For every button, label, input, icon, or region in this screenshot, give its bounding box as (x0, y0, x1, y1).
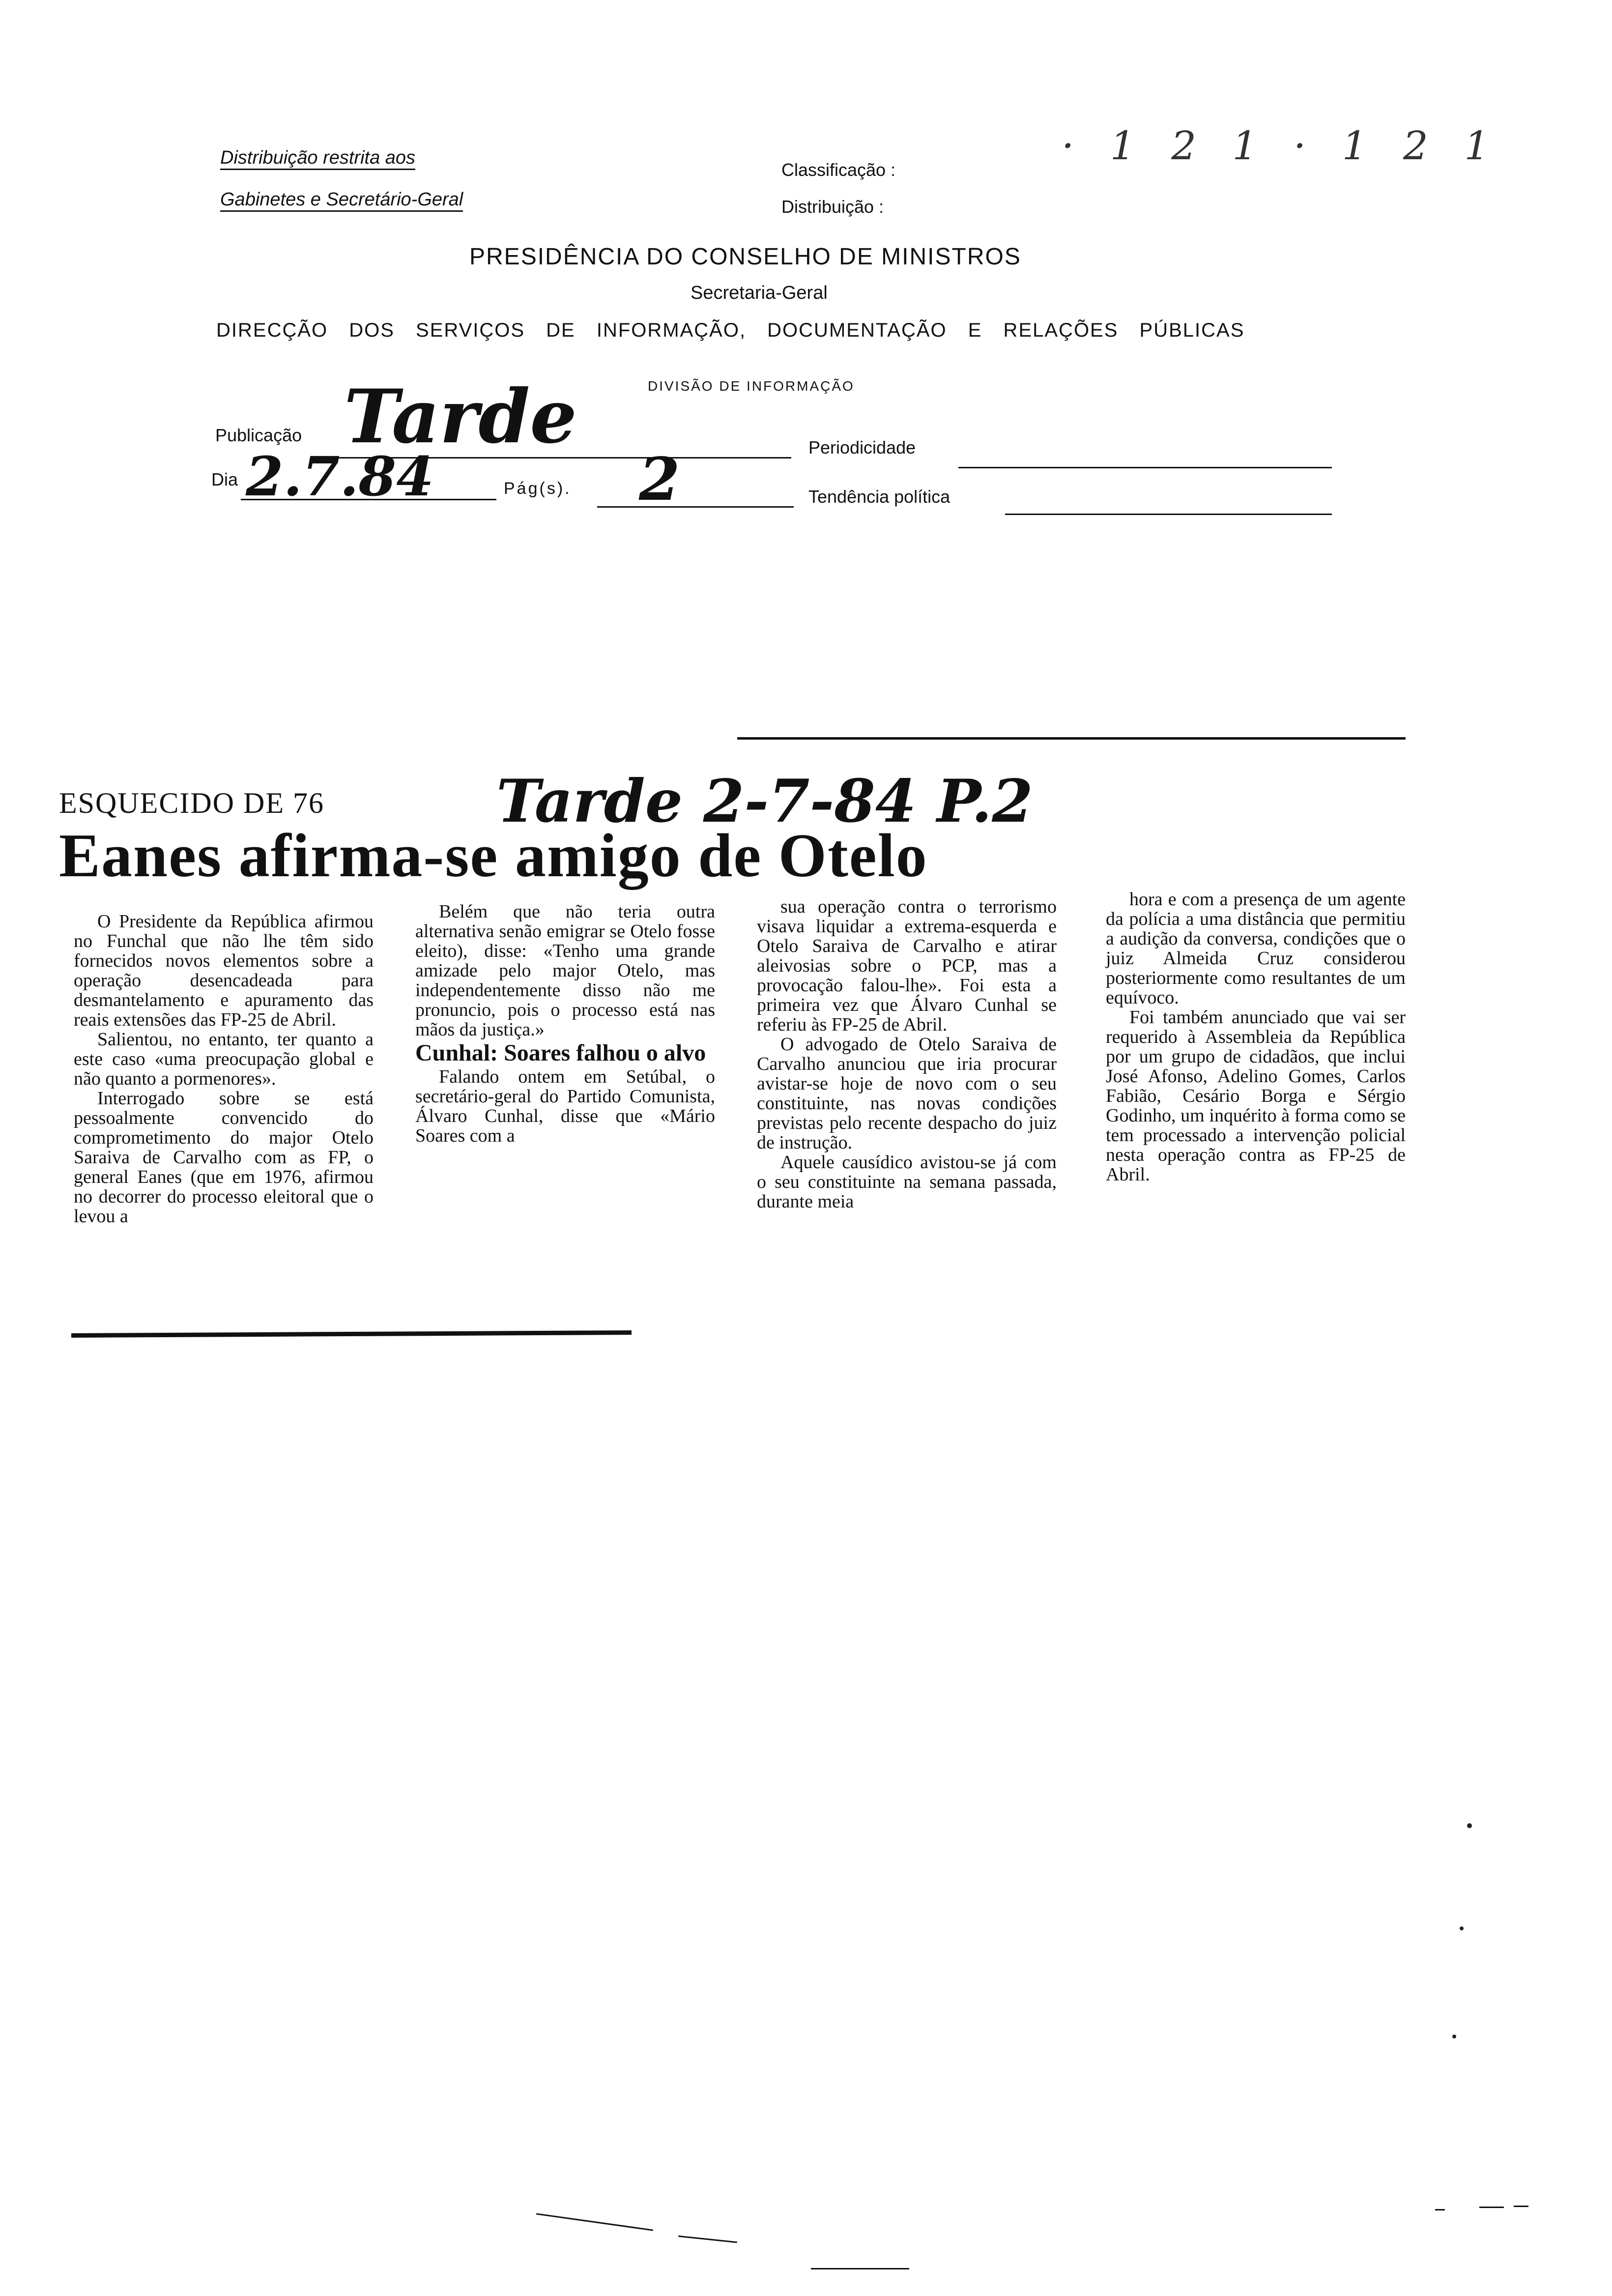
tendencia-line (1005, 514, 1332, 515)
clipping-headline: Eanes afirma-se amigo de Otelo (59, 822, 928, 890)
article-paragraph: Foi também anunciado que vai ser requerido à Assembleia da República por um grupo de cidadãos, que inclui José Afonso, Adelino Gomes, Carlos Fabião, Cesário Borga e Sérgio Godinho, um inquérito à forma como se tem processado a intervenção policial nesta operação contra as FP-25 de Abril. (1106, 1007, 1406, 1185)
scan-speck (1460, 1926, 1464, 1930)
scan-speck (1467, 1823, 1472, 1828)
dia-handwritten-value: 2.7.84 (246, 445, 434, 508)
article-column-3 (757, 897, 1057, 1211)
distribuicao-label: Distribuição : (781, 197, 884, 217)
pags-line (597, 506, 794, 508)
division: DIVISÃO DE INFORMAÇÃO (648, 378, 855, 394)
scan-speck (1452, 2035, 1456, 2038)
clipping-top-rule (737, 737, 1406, 740)
article-paragraph: hora e com a presença de um agente da polícia a uma distância que permitiu a audição da conversa, condições que o juiz Almeida Cruz considerou posteriormente como resultantes de um equívoco. (1106, 889, 1406, 1008)
scan-mark (811, 2268, 909, 2269)
article-paragraph: Salientou, no entanto, ter quanto a este caso «uma preocupação global e não quanto a pormenores». (74, 1029, 374, 1089)
scan-mark (1514, 2206, 1528, 2207)
clipping-kicker: ESQUECIDO DE 76 (59, 787, 324, 819)
article-subhead: Cunhal: Soares falhou o alvo (415, 1040, 706, 1066)
periodicidade-label: Periodicidade (808, 437, 916, 458)
directorate: DIRECÇÃO DOS SERVIÇOS DE INFORMAÇÃO, DOCUMENTAÇÃO E RELAÇÕES PÚBLICAS (216, 319, 1245, 341)
org-title: PRESIDÊNCIA DO CONSELHO DE MINISTROS (469, 244, 1021, 270)
dia-label: Dia (211, 469, 238, 489)
archive-stamp-number: · 1 2 1 · 1 2 1 (1062, 123, 1501, 169)
tendencia-label: Tendência política (808, 487, 950, 507)
article-paragraph: Falando ontem em Setúbal, o secretário-geral do Partido Comunista, Álvaro Cunhal, disse que «Mário Soares com a (415, 1066, 715, 1146)
distribution-note-line2: Gabinetes e Secretário-Geral (220, 189, 463, 212)
article-column-1 (74, 912, 374, 1226)
clipping-bottom-rule (71, 1330, 632, 1338)
scan-mark (536, 2213, 653, 2231)
periodicidade-line (958, 467, 1332, 468)
scan-mark (1479, 2207, 1504, 2208)
pags-handwritten-value: 2 (639, 445, 680, 514)
classificacao-label: Classificação : (781, 160, 896, 180)
scan-mark (678, 2236, 737, 2243)
pags-label: Pág(s). (504, 479, 572, 498)
org-subtitle: Secretaria-Geral (691, 283, 828, 303)
article-paragraph: O advogado de Otelo Saraiva de Carvalho anunciou que iria procurar avistar-se hoje de novo com o seu constituinte, nas novas condições previstas pelo recente despacho do juiz de instrução. (757, 1034, 1057, 1153)
article-column-2 (415, 902, 715, 1146)
distribution-note-line1: Distribuição restrita aos (220, 147, 415, 170)
publicacao-handwritten-value: Tarde (344, 373, 577, 460)
publicacao-label: Publicação (215, 425, 302, 445)
clipping-handwritten-note: Tarde 2-7-84 P.2 (496, 767, 1033, 836)
article-paragraph: Belém que não teria outra alternativa senão emigrar se Otelo fosse eleito), disse: «Tenho uma grande amizade pelo major Otelo, mas independentemente disso não me pronuncio, pois o processo está nas mãos da justiça.» (415, 901, 715, 1040)
article-paragraph: Interrogado sobre se está pessoalmente convencido do comprometimento do major Otelo Saraiva de Carvalho com as FP, o general Eanes (que em 1976, afirmou no decorrer do processo eleitoral que o levou a (74, 1088, 374, 1227)
article-paragraph: O Presidente da República afirmou no Funchal que não lhe têm sido fornecidos novos elementos sobre a operação desencadeada para desmantelamento e apuramento das reais extensões das FP-25 de Abril. (74, 911, 374, 1030)
scan-mark (1435, 2209, 1445, 2210)
article-column-4 (1106, 890, 1406, 1184)
article-paragraph: sua operação contra o terrorismo visava liquidar a extrema-esquerda e Otelo Saraiva de Carvalho e atirar aleivosias sobre o PCP, mas a provocação falou-lhe». Foi esta a primeira vez que Álvaro Cunhal se referiu às FP-25 de Abril. (757, 896, 1057, 1035)
article-paragraph: Aquele causídico avistou-se já com o seu constituinte na semana passada, durante meia (757, 1152, 1057, 1212)
